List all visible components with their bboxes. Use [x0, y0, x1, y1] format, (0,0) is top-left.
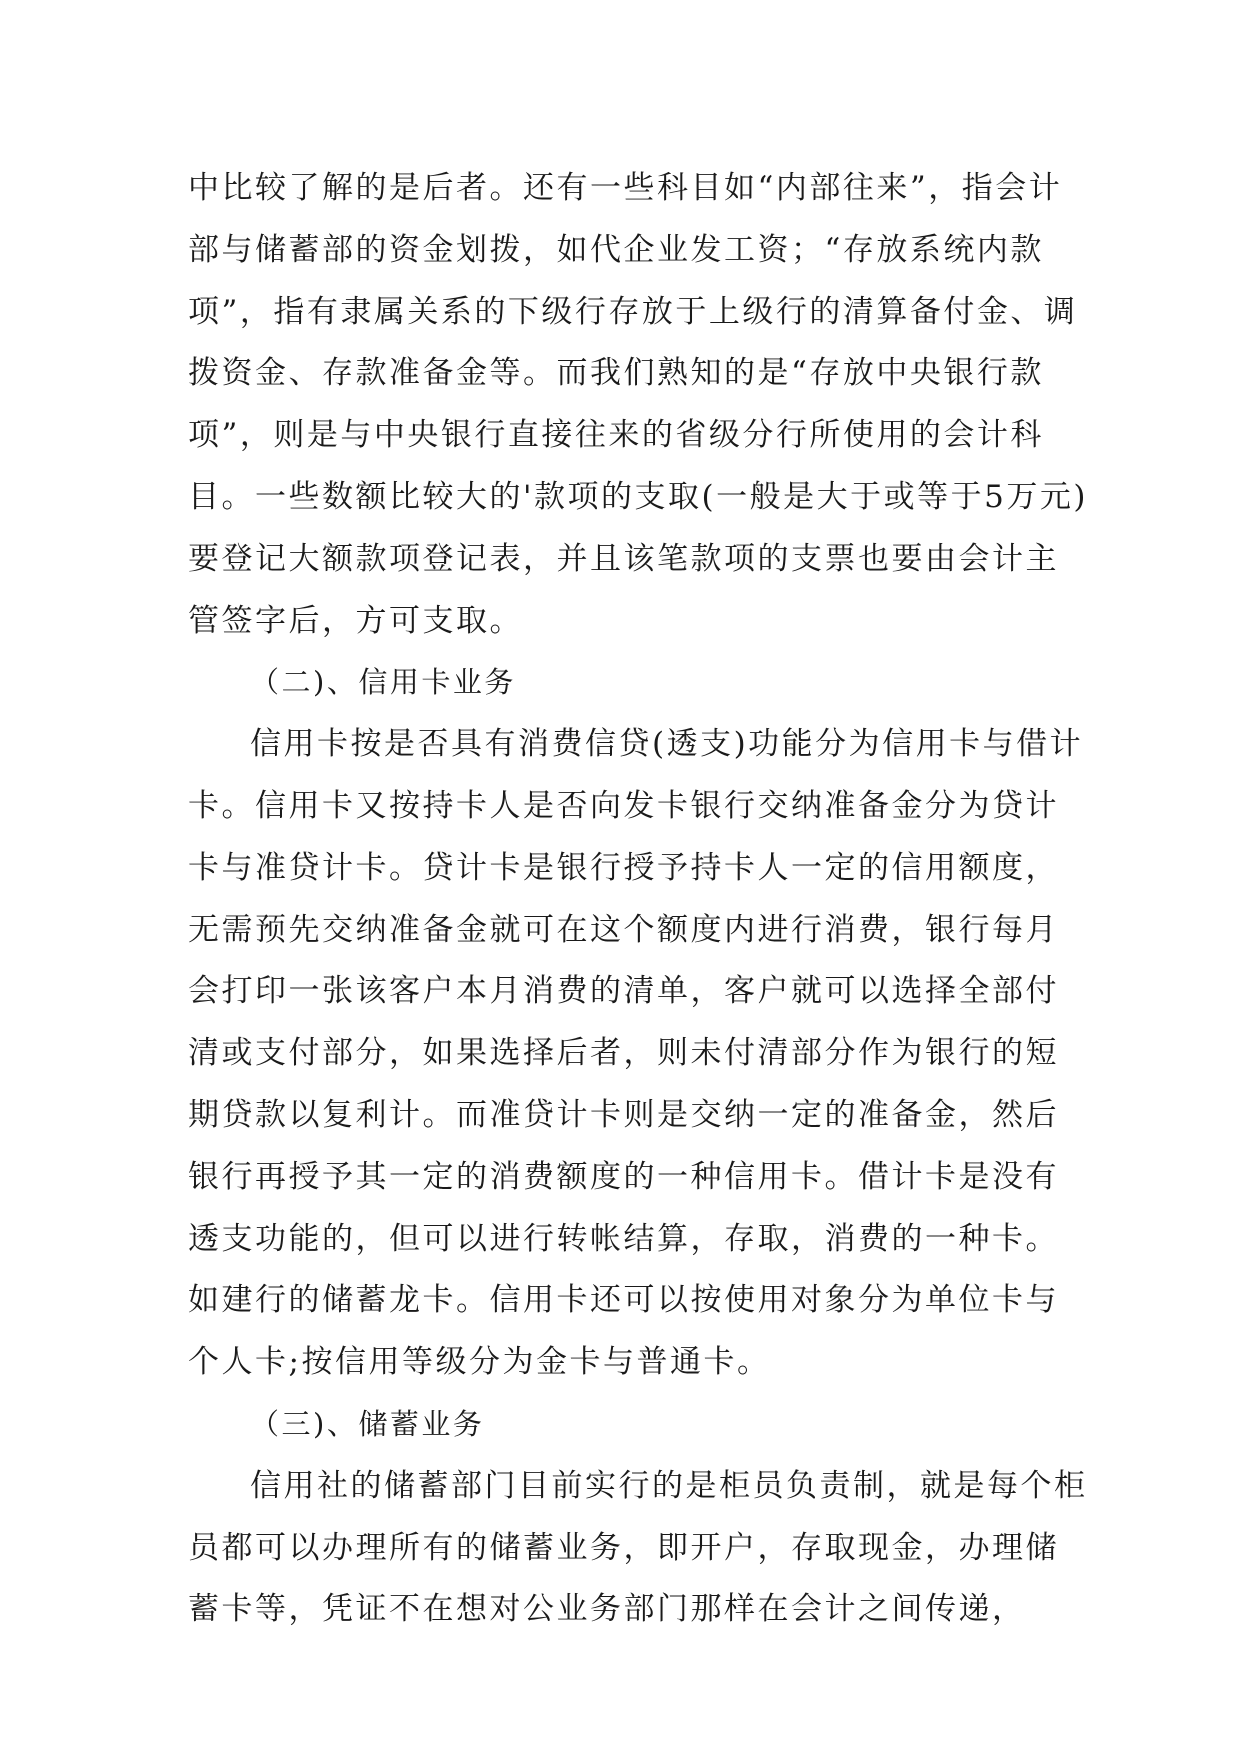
document-body	[188, 158, 1088, 1641]
paragraph-credit-card: 信用卡按是否具有消费信贷(透支)功能分为信用卡与借计卡。信用卡又按持卡人是否向发卡银行交纳准备金分为贷计卡与准贷计卡。贷计卡是银行授予持卡人一定的信用额度，无需预先交纳准备金就可在这个额度内进行消费，银行每月会打印一张该客户本月消费的清单，客户就可以选择全部付清或支付部分，如果选择后者，则未付清部分作为银行的短期贷款以复利计。而准贷计卡则是交纳一定的准备金，然后银行再授予其一定的消费额度的一种信用卡。借计卡是没有透支功能的，但可以进行转帐结算，存取，消费的一种卡。如建行的储蓄龙卡。信用卡还可以按使用对象分为单位卡与个人卡;按信用等级分为金卡与普通卡。	[188, 726, 1084, 1381]
paragraph-accounting-subjects: 中比较了解的是后者。还有一些科目如“内部往来”，指会计部与储蓄部的资金划拨，如代企业发工资；“存放系统内款项”，指有隶属关系的下级行存放于上级行的清算备付金、调拨资金、存款准备金等。而我们熟知的是“存放中央银行款项”，则是与中央银行直接往来的省级分行所使用的会计科目。一些数额比较大的'款项的支取(一般是大于或等于5万元)要登记大额款项登记表，并且该笔款项的支票也要由会计主管签字后，方可支取。	[188, 170, 1088, 639]
paragraph-savings: 信用社的储蓄部门目前实行的是柜员负责制，就是每个柜员都可以办理所有的储蓄业务，即开户，存取现金，办理储蓄卡等，凭证不在想对公业务部门那样在会计之间传递，	[188, 1467, 1088, 1628]
section-heading-credit-card: （二)、信用卡业务	[250, 665, 516, 700]
section-heading-savings: （三)、储蓄业务	[250, 1406, 485, 1441]
